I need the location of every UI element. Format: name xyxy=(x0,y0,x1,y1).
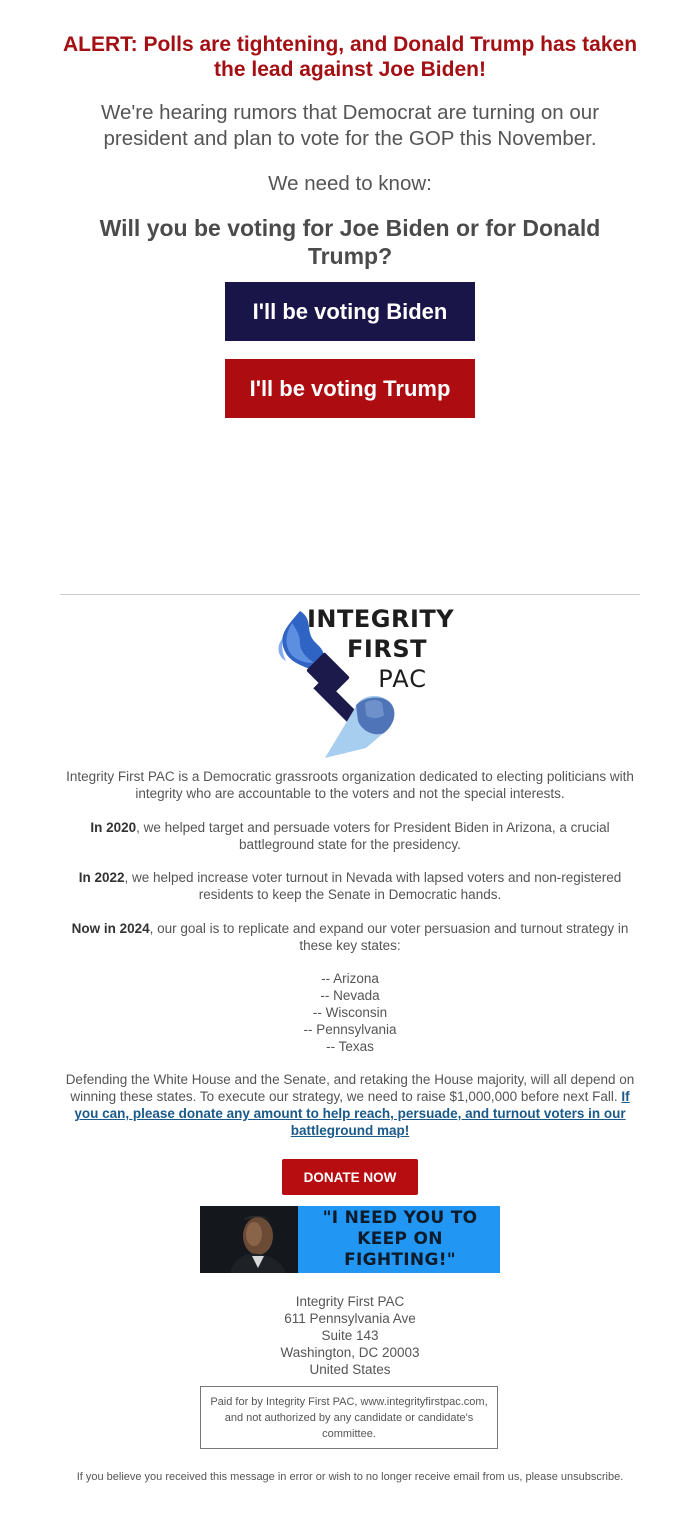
section-divider xyxy=(60,594,640,595)
unsubscribe-prefix: If you believe you received this message in error or wish to no longer receive email from us, please xyxy=(76,1471,561,1483)
year-2022-text: , we helped increase voter turnout in Nevada with lapsed voters and non-registered residents to keep the Senate in Democratic hands. xyxy=(124,870,622,902)
mailing-address xyxy=(60,1293,640,1378)
unsubscribe-suffix: . xyxy=(620,1471,624,1483)
speaker-photo xyxy=(200,1206,298,1273)
closing-paragraph xyxy=(60,1071,640,1139)
paragraph-2022 xyxy=(60,869,640,903)
logo-line-pac: PAC xyxy=(378,665,427,693)
year-2024-text: , our goal is to replicate and expand our voter persuasion and turnout strategy in these key states: xyxy=(149,921,629,953)
alert-headline: ALERT: Polls are tightening, and Donald Trump has taken the lead against Joe Biden! xyxy=(62,33,638,81)
paid-for-disclaimer: Paid for by Integrity First PAC, www.integrityfirstpac.com, and not authorized by any candidate or candidate's committee. xyxy=(200,1386,498,1449)
unsubscribe-link[interactable]: unsubscribe xyxy=(560,1471,621,1483)
address-city: Washington, DC 20003 xyxy=(280,1345,420,1360)
survey-question: Will you be voting for Joe Biden or for Donald Trump? xyxy=(99,215,601,269)
donate-now-button[interactable]: DONATE NOW xyxy=(282,1159,418,1195)
year-2020-text: , we helped target and persuade voters for President Biden in Arizona, a crucial battleground state for the presidency. xyxy=(136,820,610,852)
logo-line-integrity: INTEGRITY xyxy=(307,605,455,633)
fundraising-banner[interactable] xyxy=(200,1206,500,1273)
banner-quote: "I NEED YOU TO KEEP ON FIGHTING!" xyxy=(322,1208,478,1270)
about-paragraph: Integrity First PAC is a Democratic grassroots organization dedicated to electing politicians with integrity who are accountable to the voters and not the special interests. xyxy=(66,769,634,801)
closing-text: Defending the White House and the Senate, and retaking the House majority, will all depend on winning these states. To execute our strategy, we need to raise $1,000,000 before next Fall. xyxy=(65,1072,635,1104)
paragraph-2020 xyxy=(60,819,640,853)
logo-wordmark xyxy=(307,604,455,694)
vote-biden-button[interactable]: I'll be voting Biden xyxy=(225,282,475,341)
list-item: -- Arizona xyxy=(321,971,379,986)
year-2022-label: In 2022 xyxy=(78,870,125,885)
address-street: 611 Pennsylvania Ave xyxy=(284,1311,416,1326)
address-country: United States xyxy=(309,1362,391,1377)
year-2020-label: In 2020 xyxy=(90,820,137,835)
list-item: -- Nevada xyxy=(320,988,380,1003)
key-states-list xyxy=(60,970,640,1055)
year-2024-label: Now in 2024 xyxy=(71,921,150,936)
address-name: Integrity First PAC xyxy=(295,1294,405,1309)
list-item: -- Texas xyxy=(326,1039,374,1054)
logo-line-first: FIRST xyxy=(347,635,427,663)
unsubscribe-notice xyxy=(60,1470,640,1484)
need-to-know-text: We need to know: xyxy=(268,172,432,195)
list-item: -- Pennsylvania xyxy=(303,1022,397,1037)
paragraph-2024 xyxy=(60,920,640,954)
address-suite: Suite 143 xyxy=(321,1328,379,1343)
intro-text: We're hearing rumors that Democrat are turning on our president and plan to vote for the GOP this November. xyxy=(100,101,600,150)
list-item: -- Wisconsin xyxy=(312,1005,388,1020)
donate-text-link[interactable]: If you can, please donate any amount to help reach, persuade, and turnout voters in our battleground map! xyxy=(74,1089,630,1138)
vote-trump-button[interactable]: I'll be voting Trump xyxy=(225,359,475,418)
